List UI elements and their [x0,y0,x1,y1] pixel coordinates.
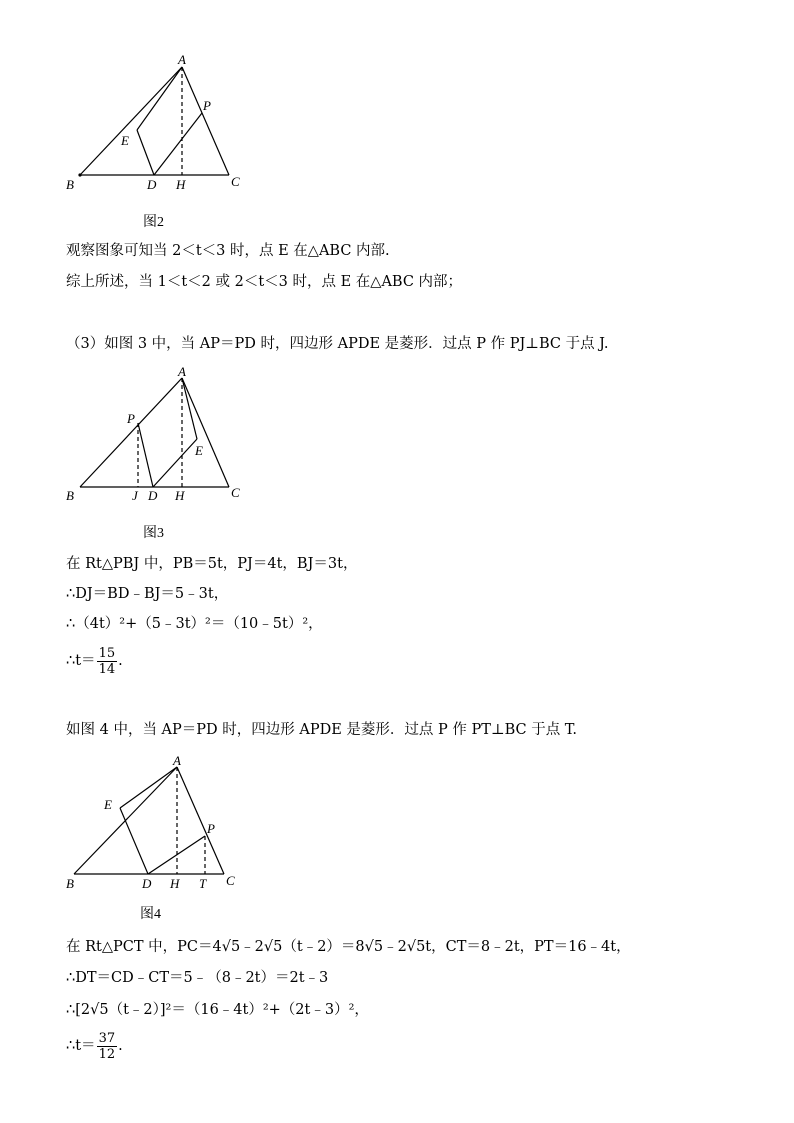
text-line-11: ∴[2√5（t﹣2）]²＝（16﹣4t）²+（2t﹣3）²， [66,1002,369,1018]
fig2-label-c: C [231,174,240,189]
text-line-4: 在 Rt△PBJ 中，PB＝5t，PJ＝4t，BJ＝3t， [66,556,358,572]
figure-2 [60,50,260,200]
fig3-label-h: H [175,488,185,503]
fig2-label-d: D [147,177,157,192]
fig4-label-t: T [199,876,207,891]
text-line-10: ∴DT＝CD﹣CT＝5﹣（8﹣2t）＝2t﹣3 [66,970,329,986]
fraction-denominator: 14 [98,661,116,677]
fig4-label-p: P [207,821,215,836]
fig4-label-c: C [226,873,235,888]
fig4-seg-ed [120,808,148,874]
fig3-side-ab [80,378,182,487]
fig4-caption: 图4 [140,907,161,922]
t-equals-prefix-2: ∴t＝ [66,1038,96,1054]
text-line-9: 在 Rt△PCT 中，PC＝4√5﹣2√5（t﹣2）＝8√5﹣2√5t，CT＝8﹣2t，PT＝16﹣4t， [66,939,631,955]
fig4-label-d: D [142,876,152,891]
fig3-label-j: J [132,488,138,503]
text-line-3: （3）如图 3 中，当 AP＝PD 时，四边形 APDE 是菱形．过点 P 作 PJ⊥BC 于点 J. [66,336,609,352]
text-line-1: 观察图象可知当 2＜t＜3 时，点 E 在△ABC 内部. [66,243,390,259]
fig3-label-e: E [195,443,203,458]
fraction-denominator-2: 12 [98,1046,116,1062]
fraction-37-12 [97,1031,118,1062]
fraction-numerator-2: 37 [98,1030,116,1046]
fig3-label-b: B [66,488,74,503]
fraction-15-14 [97,646,118,677]
text-line-12: ∴t＝ $\frac{37}{12}$ . [66,1030,123,1062]
fig3-side-ac [182,378,229,487]
text-line-7: ∴t＝ $\frac{15}{14}$ . [66,645,123,677]
fig2-seg-ed [137,130,154,175]
figure-3 [60,360,260,510]
text-line-2: 综上所述，当 1＜t＜2 或 2＜t＜3 时，点 E 在△ABC 内部； [66,274,463,290]
fig4-label-b: B [66,876,74,891]
fig2-caption: 图2 [143,215,164,230]
fig2-side-ac [182,67,229,175]
fig2-label-h: H [176,177,186,192]
fig4-seg-ae [120,767,177,808]
fig4-side-ac [177,767,224,874]
text-line-5: ∴DJ＝BD﹣BJ＝5﹣3t， [66,586,229,602]
fig3-label-d: D [148,488,158,503]
fig3-caption: 图3 [143,526,164,541]
fig2-seg-ae [137,67,182,130]
fig3-seg-dE [153,439,197,487]
text-line-6: ∴（4t）²+（5﹣3t）²＝（10﹣5t）²， [66,616,323,632]
fig2-label-b: B [66,177,74,192]
text-line-8: 如图 4 中，当 AP＝PD 时，四边形 APDE 是菱形．过点 P 作 PT⊥BC 于点 T. [66,722,577,738]
fig3-label-c: C [231,485,240,500]
figure-4 [60,750,260,900]
fig3-label-a: A [178,364,186,379]
fig2-point-b [78,173,81,176]
fig2-label-e: E [121,133,129,148]
fig2-label-p: P [203,98,211,113]
fig4-label-h: H [170,876,180,891]
fraction-numerator: 15 [98,645,116,661]
fig3-seg-pd [138,423,153,487]
t-equals-prefix: ∴t＝ [66,653,96,669]
fig2-label-a: A [178,52,186,67]
fig4-label-a: A [173,753,181,768]
fig2-seg-dp [154,113,202,175]
fig4-label-e: E [104,797,112,812]
fig3-label-p: P [127,411,135,426]
